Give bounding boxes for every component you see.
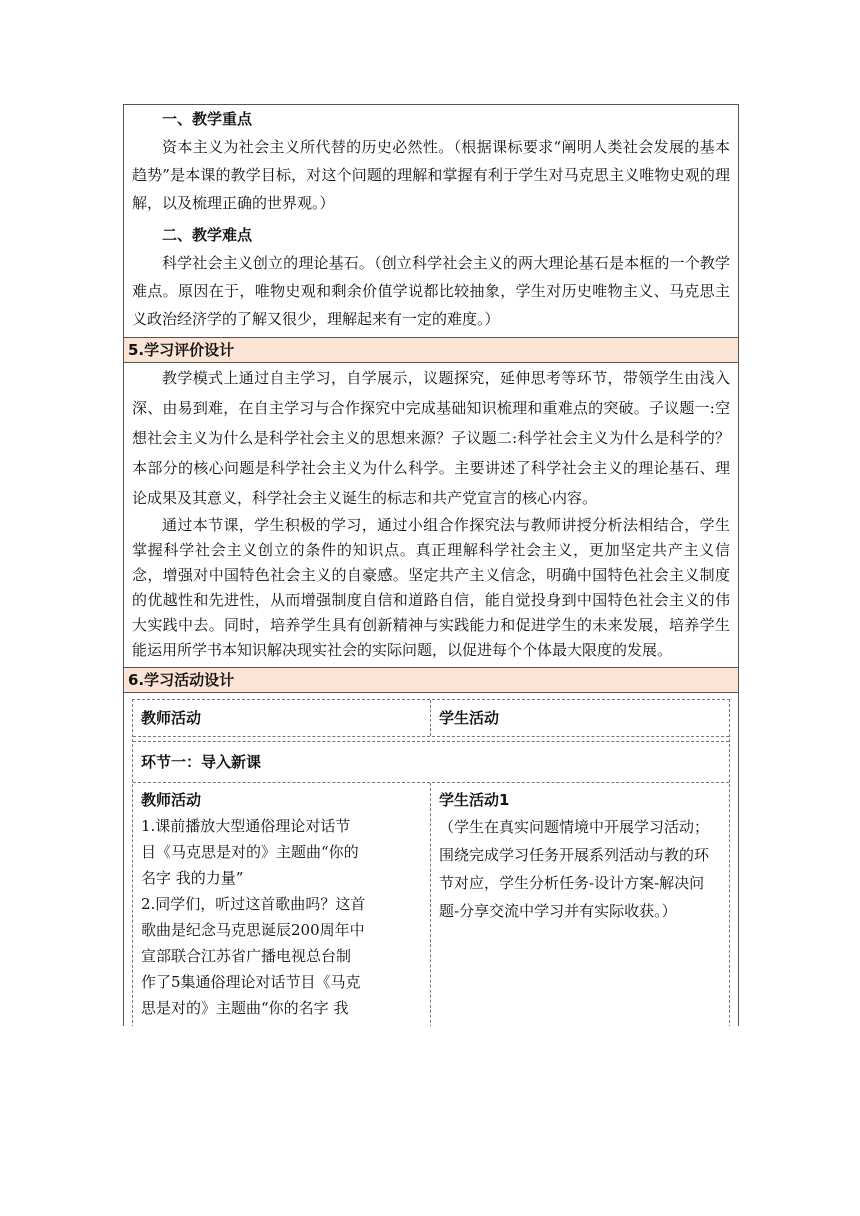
teacher-line: 1.课前播放大型通俗理论对话节 — [141, 817, 351, 835]
key-points-block — [124, 105, 738, 338]
teacher-line: 目《马克思是对的》主题曲“你的 — [141, 843, 359, 861]
teacher-line: 宣部联合江苏省广播电视总台制 — [141, 947, 352, 965]
student-activity-cell — [431, 783, 729, 1026]
teaching-difficulty-text: 科学社会主义创立的理论基石。（创立科学社会主义的两大理论基石是本框的一个教学难点。原因在于，唯物史观和剩余价值学说都比较抽象，学生对历史唯物主义、马克思主义政治经济学的了解又很少，理解起来有一定的难度。） — [132, 254, 730, 328]
activity-header-row — [133, 700, 729, 737]
section5-paragraph-2: 通过本节课，学生积极的学习，通过小组合作探究法与教师讲授分析法相结合，学生掌握科学社会主义创立的条件的知识点。真正理解科学社会主义，更加坚定共产主义信念，增强对中国特色社会主义的自豪感。坚定共产主义信念，明确中国特色社会主义制度的优越性和先进性，从而增强制度自信和道路自信，能自觉投身到中国特色社会主义的伟大实践中去。同时，培养学生具有创新精神与实践能力和促进学生的未来发展，培养学生能运用所学书本知识解决现实社会的实际问题，以促进每个个体最大限度的发展。 — [132, 516, 730, 659]
student-activity-label: 学生活动1 — [439, 791, 510, 809]
stage1-title: 环节一：导入新课 — [141, 753, 262, 771]
teacher-line: 作了5集通俗理论对话节目《马克 — [141, 973, 361, 991]
lesson-plan-table — [123, 104, 739, 1026]
section6-body — [124, 693, 738, 1026]
section6-header-block — [124, 668, 738, 693]
teacher-line: 歌曲是纪念马克思诞辰200周年中 — [141, 921, 365, 939]
teacher-activity-label: 教师活动 — [141, 791, 202, 809]
student-activity-text: （学生在真实问题情境中开展学习活动；围绕完成学习任务开展系列活动与教的环节对应，学生分析任务-设计方案-解决问题-分享交流中学习并有实际收获。） — [439, 818, 710, 920]
section5-title: 5.学习评价设计 — [124, 338, 738, 362]
section5-header-block — [124, 338, 738, 363]
activity-table — [132, 699, 730, 1026]
teacher-activity-cell — [133, 783, 431, 1026]
teacher-line: 思是对的》主题曲“你的名字 我 — [141, 999, 349, 1017]
teacher-line: 名字 我的力量” — [141, 869, 244, 887]
teacher-activity-column-header: 教师活动 — [133, 700, 431, 736]
stage-row — [133, 741, 729, 783]
section5-paragraph-1: 教学模式上通过自主学习，自学展示，议题探究，延伸思考等环节，带领学生由浅入深、由易到难，在自主学习与合作探究中完成基础知识梳理和重难点的突破。子议题一:空想社会主义为什么是科学社会主义的思想来源？子议题二:科学社会主义为什么是科学的？本部分的核心问题是科学社会主义为什么科学。主要讲述了科学社会主义的理论基石、理论成果及其意义，科学社会主义诞生的标志和共产党宣言的核心内容。 — [132, 369, 730, 507]
teaching-focus-heading: 一、教学重点 — [162, 110, 253, 128]
teaching-difficulty-heading: 二、教学难点 — [162, 226, 253, 244]
student-activity-column-header: 学生活动 — [439, 709, 500, 727]
stage1-content-row — [133, 783, 729, 1026]
section6-title: 6.学习活动设计 — [124, 668, 738, 692]
teaching-focus-text: 资本主义为社会主义所代替的历史必然性。（根据课标要求“阐明人类社会发展的基本趋势”是本课的教学目标，对这个问题的理解和掌握有利于学生对马克思主义唯物史观的理解，以及梳理正确的世界观。） — [132, 138, 730, 212]
teacher-line: 2.同学们，听过这首歌曲吗？这首 — [141, 895, 366, 913]
section5-body — [124, 363, 738, 668]
